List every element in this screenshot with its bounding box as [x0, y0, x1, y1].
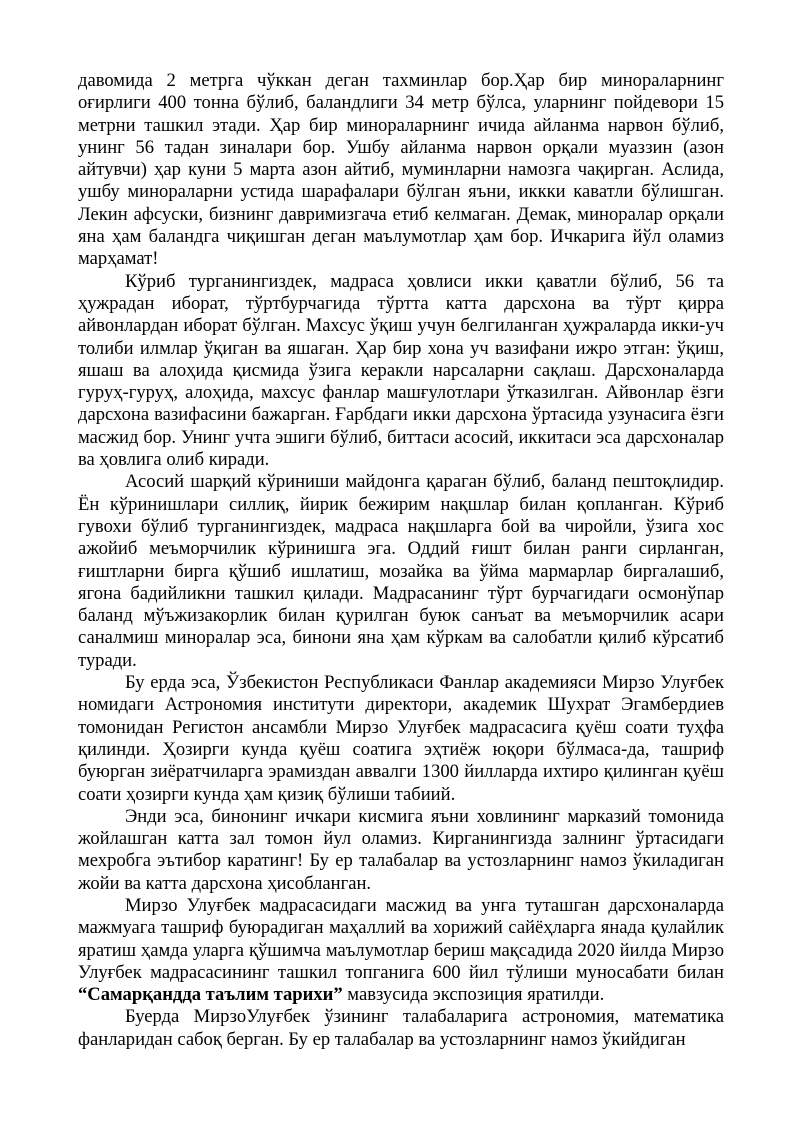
- paragraph-sundial: Бу ерда эса, Ўзбекистон Республикаси Фанлар академияси Мирзо Улуғбек номидаги Астрономия институти директори, академик Шухрат Эгамбердиев томонидан Регистон ансамбли Мирзо Улуғбек мадрасасига қуёш соати туҳфа қилинди. Ҳозирги кунда қуёш соатига эҳтиёж юқори бўлмаса-да, ташриф буюрган зиёратчиларга эрамиздан аввалги 1300 йилларда ихтиро қилинган қуёш соати ҳозирги кунда ҳам қизиқ бўлиши табиий.: [78, 672, 724, 805]
- paragraph-hall: Энди эса, бинонинг ичкари кисмига яъни ховлининг марказий томонида жойлашган катта зал томон йул оламиз. Кирганингизда залнинг ўртасидаги мехробга эътибор каратинг! Бу ер талабалар ва устозларнинг намоз ўкиладиган жойи ва катта дарсхона ҳисобланган.: [78, 805, 724, 894]
- paragraph-facade: Асосий шарқий кўриниши майдонга қараган бўлиб, баланд пештоқлидир. Ён кўринишлари силлиқ, йирик бежирим нақшлар билан қопланган. Кўриб гувохи бўлиб турганингиздек, мадраса нақшларга бой ва чиройли, ўзига хос ажойиб меъморчилик кўринишга эга. Оддий ғишт билан ранги сирланган, ғиштларни бирга қўшиб ишлатиш, мозайка ва ўйма мармарлар биргалашиб, ягона бадийликни ташкил қилади. Мадрасанинг тўрт бурчагидаги осмонўпар баланд мўъжизакорлик билан қурилган буюк санъат ва меъморчилик асари саналмиш миноралар эса, бинони яна ҳам кўркам ва салобатли қилиб кўрсатиб туради.: [78, 471, 724, 671]
- paragraph-lessons: Буерда МирзоУлуғбек ўзининг талабаларига астрономия, математика фанларидан сабоқ берган. Бу ер талабалар ва устозларнинг намоз ўкийдиган: [78, 1006, 724, 1050]
- exposition-text-after: мавзусида экспозиция яратилди.: [342, 984, 605, 1006]
- exposition-title: “Самарқандда таълим тарихи”: [78, 984, 343, 1006]
- document-page: [78, 70, 724, 1051]
- paragraph-courtyard: Кўриб турганингиздек, мадраса ҳовлиси икки қаватли бўлиб, 56 та ҳужрадан иборат, тўртбурчагида тўртта катта дарсхона ва тўрт қирра айвонлардан иборат бўлган. Махсус ўқиш учун белгиланган ҳужраларда икки-уч толиби илмлар ўқиган ва яшаган. Ҳар бир хона уч вазифани ижро этган: ўқиш, яшаш ва алоҳида қисмида ўзига керакли нарсаларни сақлаш. Дарсхоналарда гуруҳ-гуруҳ, алоҳида, махсус фанлар машғулотлари ўтказилган. Айвонлар ёзги дарсхона вазифасини бажарган. Ғарбдаги икки дарсхона ўртасида узунасига ёзги масжид бор. Унинг учта эшиги бўлиб, биттаси асосий, иккитаси эса дарсхоналар ва ҳовлига олиб киради.: [78, 270, 724, 471]
- exposition-text-before: Мирзо Улуғбек мадрасасидаги масжид ва унга туташган дарсхоналарда мажмуага ташриф буюрадиган маҳаллий ва хорижий сайёҳларга янада қулайлик яратиш ҳамда уларга қўшимча маълумотлар бериш мақсадида 2020 йилда Мирзо Улуғбек мадрасасининг ташкил топганига 600 йил тўлиши муносабати билан: [78, 894, 724, 983]
- paragraph-exposition: [78, 895, 724, 1006]
- paragraph-minarets: давомида 2 метрга чўккан деган тахминлар бор.Ҳар бир минораларнинг оғирлиги 400 тонна бўлиб, баландлиги 34 метр бўлса, уларнинг пойдевори 15 метрни ташкил этади. Ҳар бир минораларнинг ичида айланма нарвон бўлиб, унинг 56 тадан зиналари бор. Ушбу айланма нарвон орқали муаззин (азон айтувчи) ҳар куни 5 марта азон айтиб, муминларни намозга чақирган. Аслида, ушбу минораларни устида шарафалари бўлган яъни, иккки каватли бўлишган. Лекин афсуски, бизнинг давримизгача етиб келмаган. Демак, миноралар орқали яна ҳам баландга чиқишган деган маълумотлар ҳам бор. Ичкарига йўл оламиз марҳамат!: [78, 70, 724, 270]
